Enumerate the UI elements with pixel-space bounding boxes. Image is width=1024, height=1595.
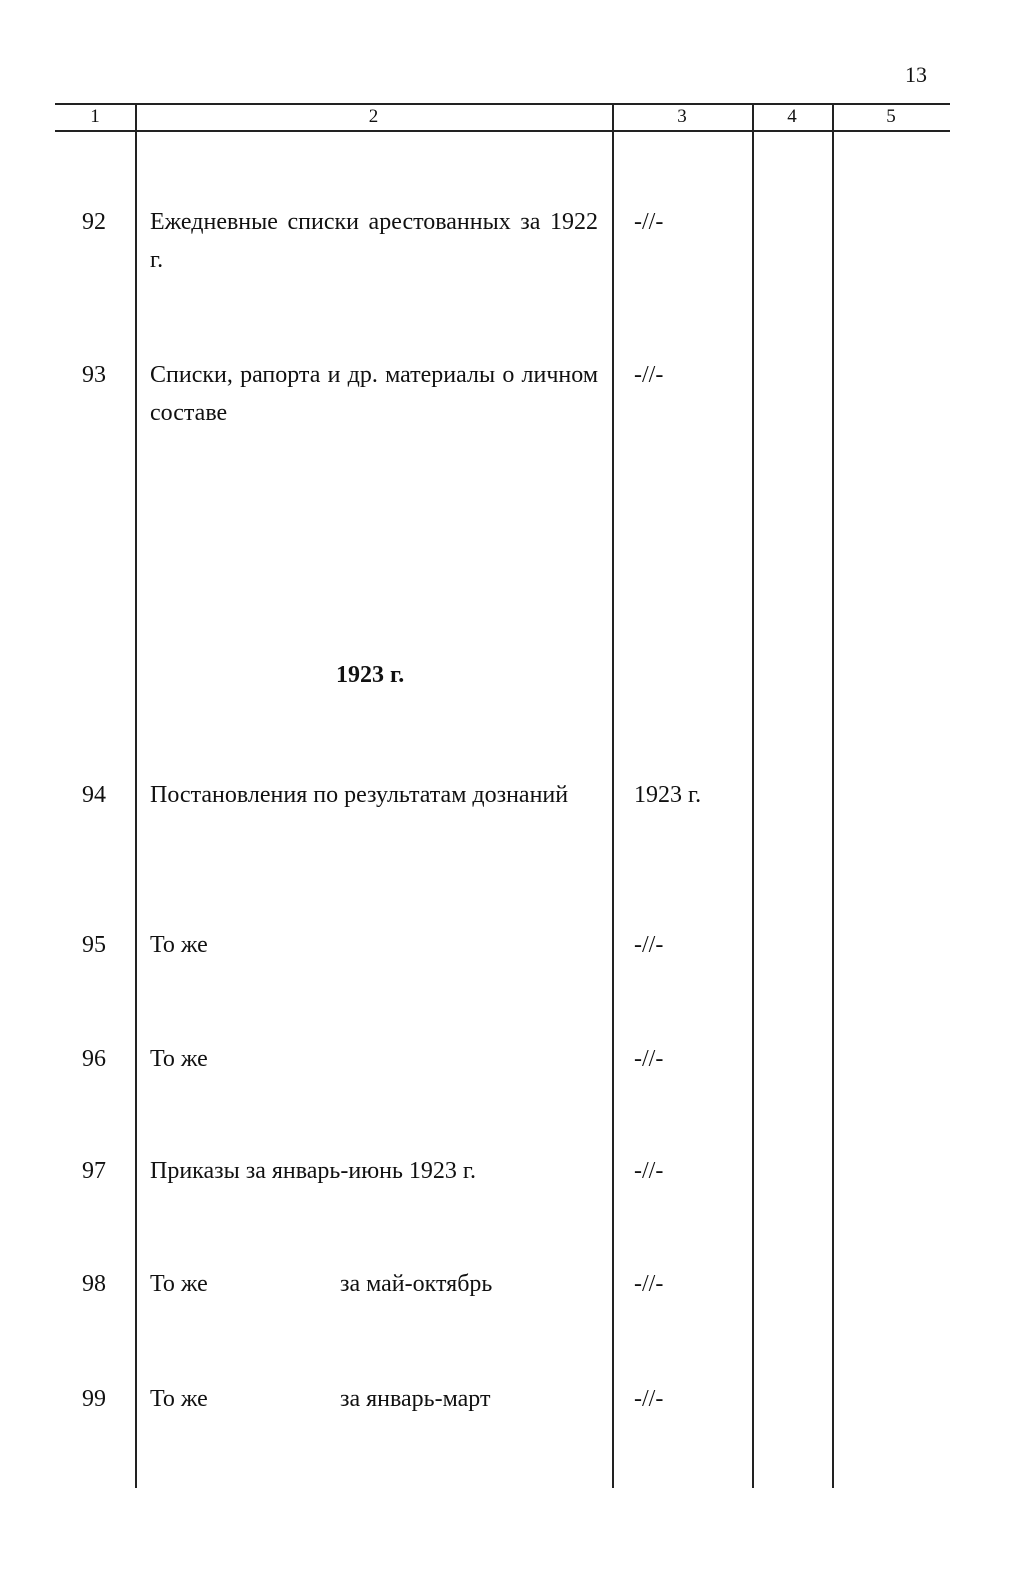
- row-description: [150, 926, 598, 964]
- row-dates: -//-: [634, 209, 664, 235]
- row-dates: -//-: [634, 1386, 664, 1412]
- row-number: 96: [82, 1046, 106, 1072]
- column-divider: [752, 103, 754, 1488]
- row-description: [150, 203, 598, 279]
- column-header-5: 5: [886, 106, 896, 127]
- description-text: То же: [150, 1386, 208, 1412]
- description-text: То же: [150, 1271, 208, 1297]
- row-description: [150, 1040, 598, 1078]
- row-description: [150, 1380, 598, 1418]
- column-header-3: 3: [677, 106, 687, 127]
- column-divider: [612, 103, 614, 1488]
- description-text: То же: [150, 932, 208, 958]
- description-text: Ежедневные списки арестованных за 1922 г.: [150, 209, 598, 273]
- page-number: 13: [905, 62, 927, 87]
- section-heading: 1923 г.: [336, 662, 405, 688]
- description-period: за май-октябрь: [340, 1271, 493, 1297]
- row-number: 92: [82, 209, 106, 235]
- row-number: 97: [82, 1158, 106, 1184]
- row-description: [150, 1265, 598, 1303]
- column-header-2: 2: [368, 106, 379, 127]
- row-number: 99: [82, 1386, 106, 1412]
- description-text: Приказы за январь-июнь 1923 г.: [150, 1158, 477, 1184]
- description-period: за январь-март: [340, 1386, 491, 1412]
- row-number: 93: [82, 362, 106, 388]
- description-text: Списки, рапорта и др. материалы о личном составе: [150, 362, 598, 426]
- row-number: 98: [82, 1271, 106, 1297]
- header-bottom-rule: [55, 130, 950, 132]
- table-top-rule: [55, 103, 950, 105]
- description-text: То же: [150, 1046, 208, 1072]
- description-text: Постановления по результатам дознаний: [150, 782, 569, 808]
- row-number: 94: [82, 782, 106, 808]
- row-dates: -//-: [634, 1158, 664, 1184]
- row-dates: -//-: [634, 362, 664, 388]
- row-dates: -//-: [634, 1046, 664, 1072]
- row-number: 95: [82, 932, 106, 958]
- row-description: [150, 1152, 598, 1190]
- column-header-1: 1: [90, 106, 100, 127]
- row-description: [150, 776, 598, 814]
- row-dates: -//-: [634, 1271, 664, 1297]
- row-dates: -//-: [634, 932, 664, 958]
- column-divider: [135, 103, 137, 1488]
- column-divider: [832, 103, 834, 1488]
- column-header-4: 4: [787, 106, 797, 127]
- row-dates: 1923 г.: [634, 782, 702, 808]
- row-description: [150, 356, 598, 432]
